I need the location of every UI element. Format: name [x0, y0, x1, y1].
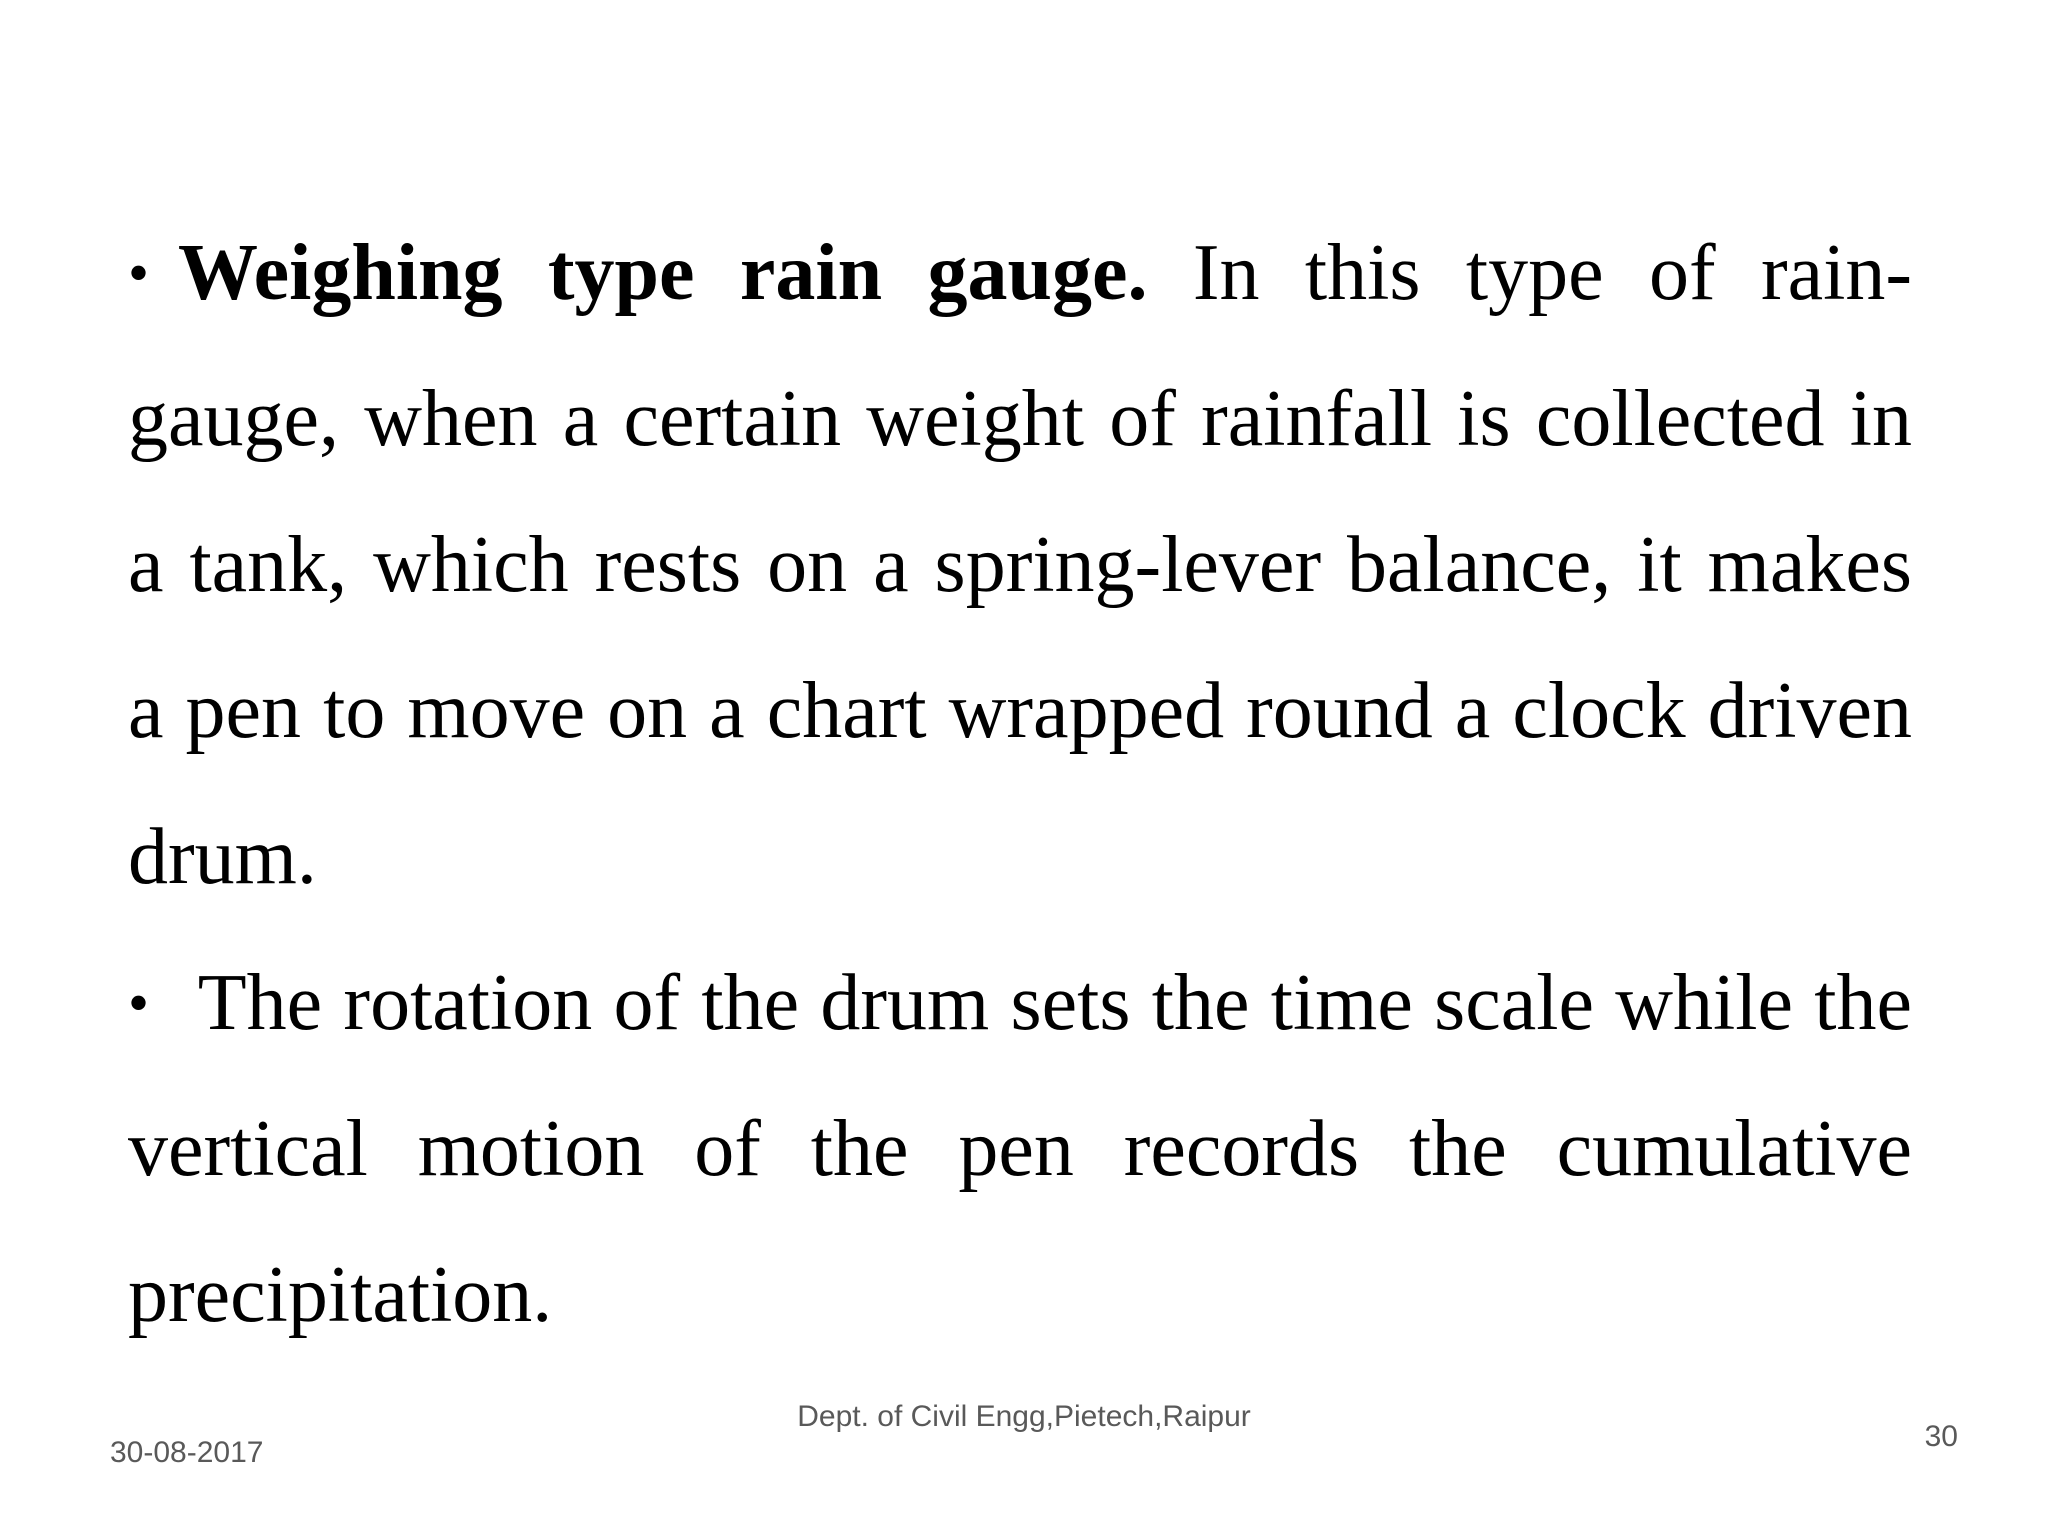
bullet-text: The rotation of the drum sets the time scale while the vertical motion of the pen records the cumulative precipitation.	[128, 959, 1912, 1339]
bullet-marker: •	[128, 970, 150, 1036]
bullet-drum-rotation	[128, 930, 1912, 1368]
footer-department: Dept. of Civil Engg,Pietech,Raipur	[797, 1400, 1251, 1433]
bullet-text: In this type of rain-gauge, when a certain weight of rainfall is collected in a tank, which rests on a spring-lever balance, it makes a pen to move on a chart wrapped round a clock driven drum.	[128, 229, 1912, 901]
bullet-heading: Weighing type rain gauge.	[178, 229, 1148, 317]
bullet-weighing-gauge	[128, 200, 1912, 930]
footer-page-number: 30	[1924, 1420, 1958, 1453]
slide-content	[128, 200, 1912, 1368]
footer-date: 30-08-2017	[110, 1436, 264, 1469]
bullet-marker: •	[128, 240, 150, 306]
